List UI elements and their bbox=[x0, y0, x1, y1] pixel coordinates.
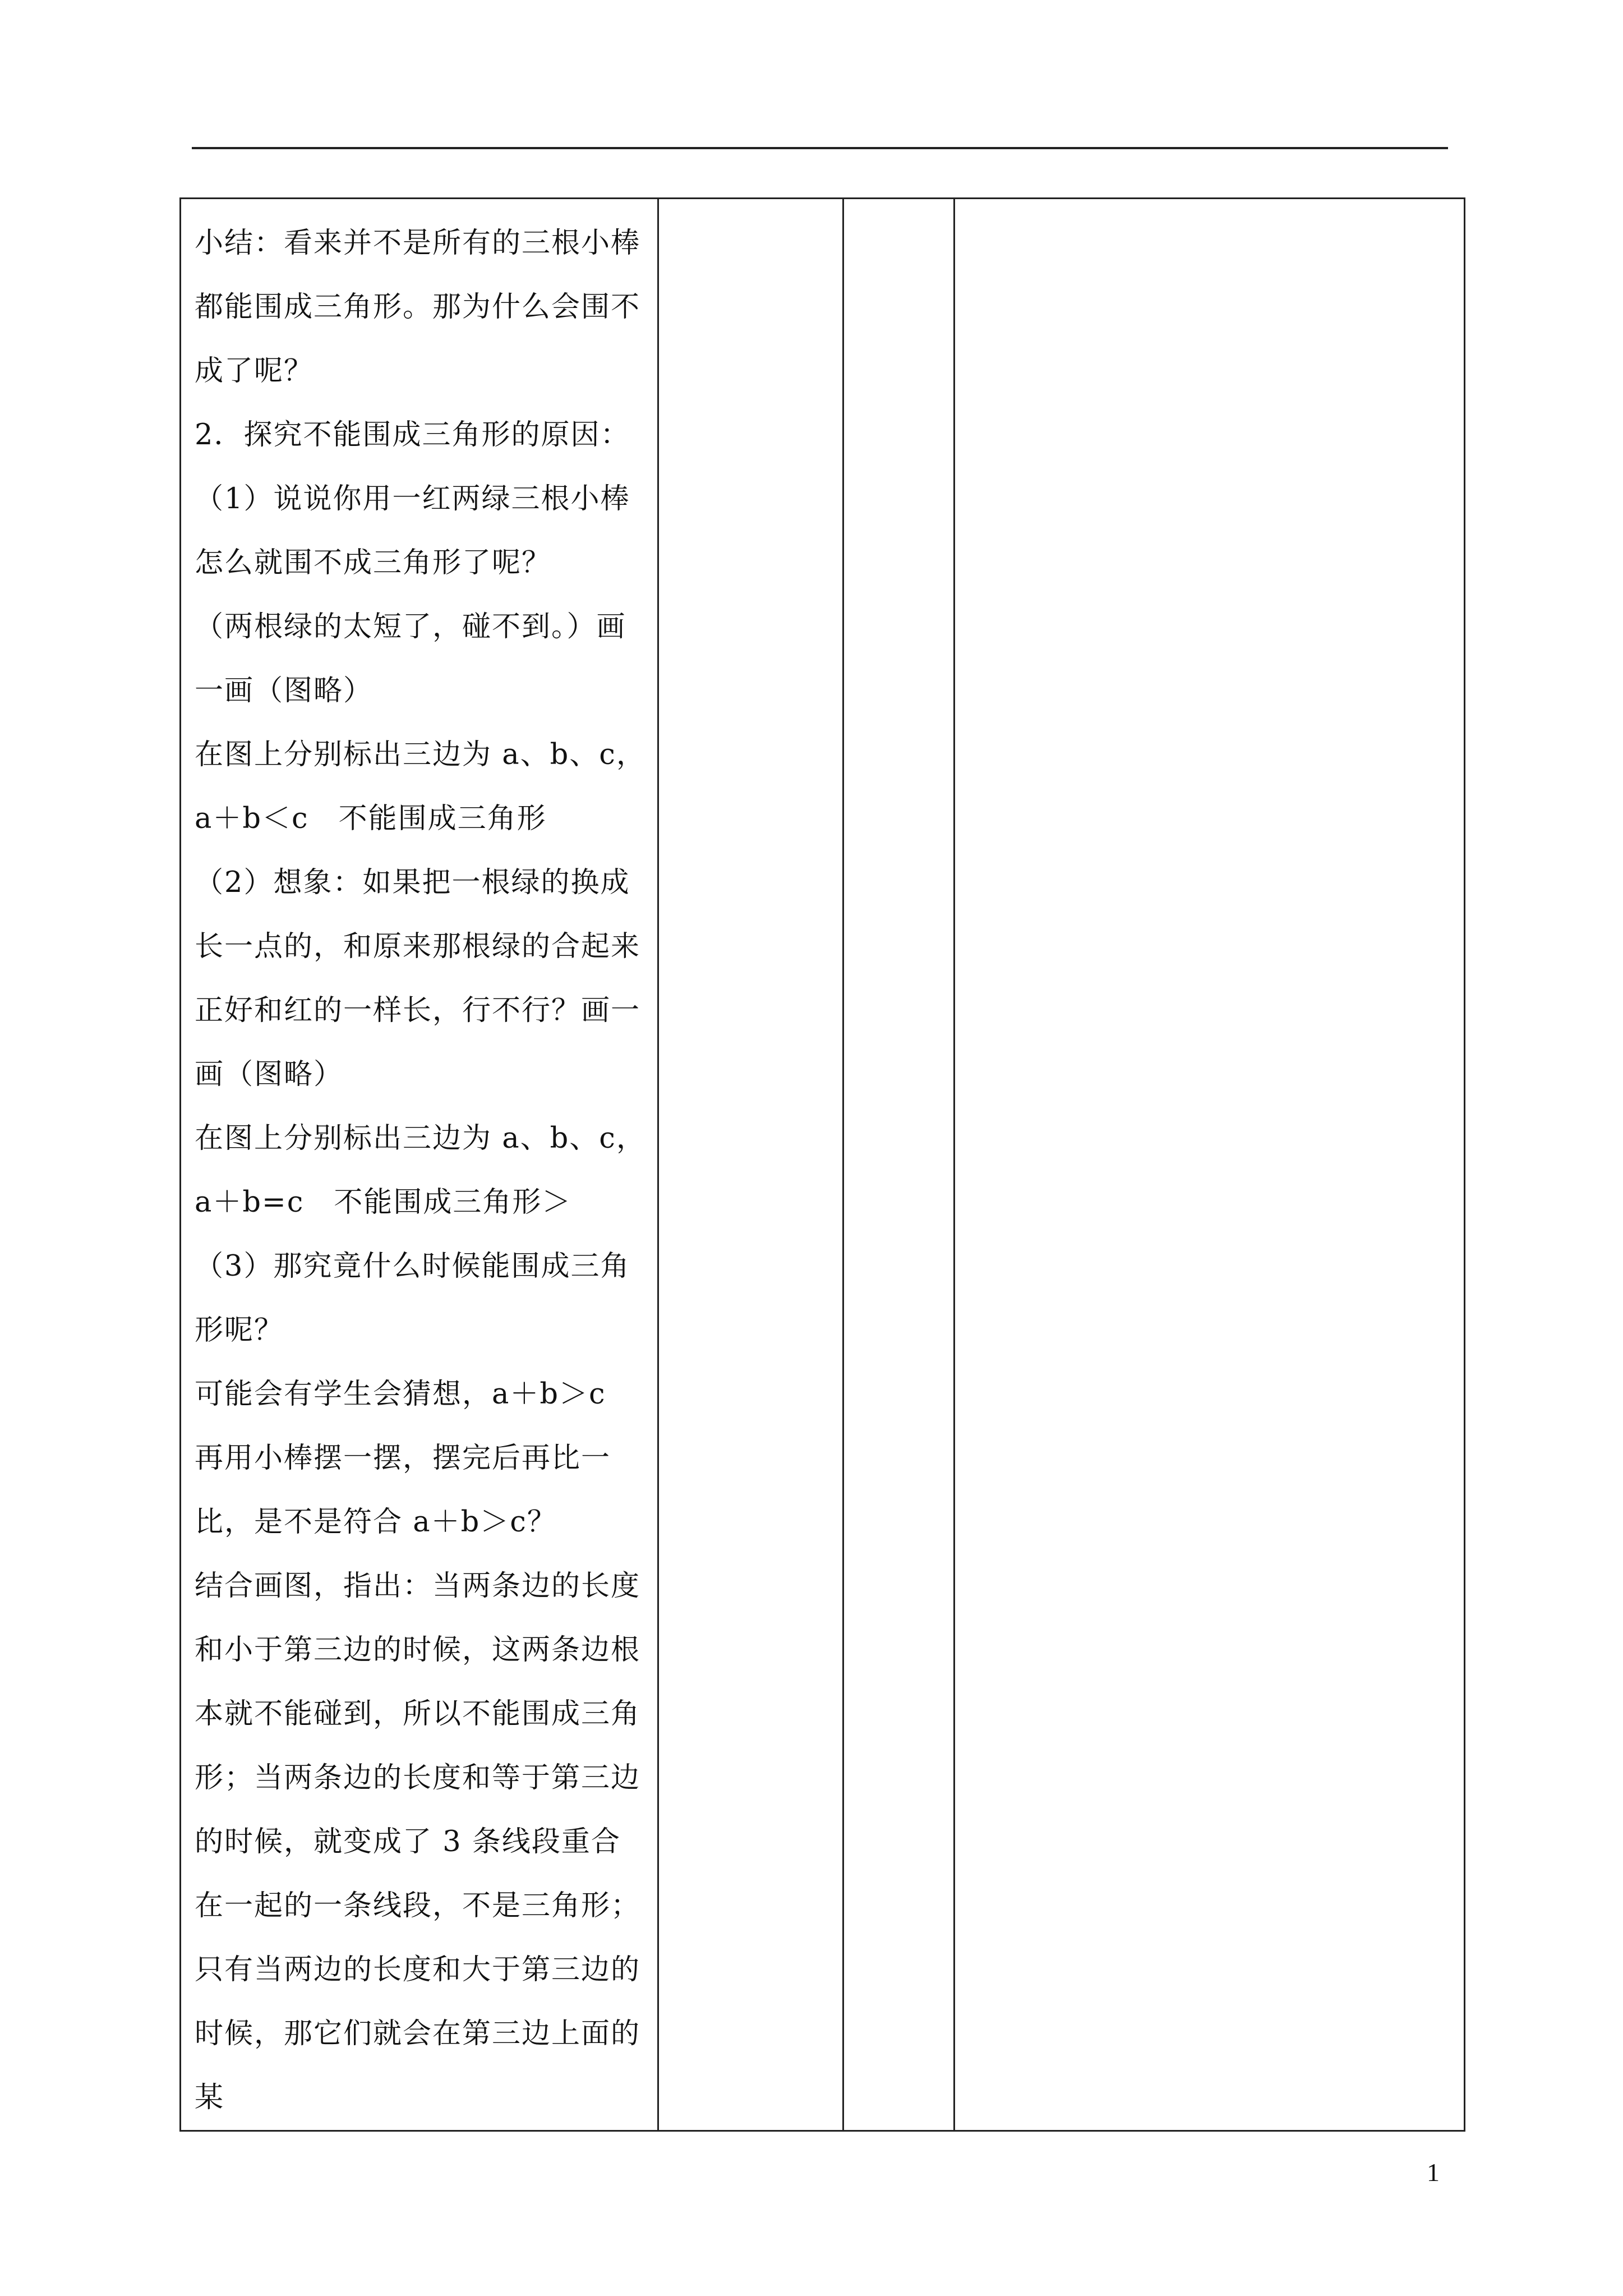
table-row bbox=[181, 199, 1465, 2131]
question-paragraph: （1）说说你用一红两绿三根小棒怎么就围不成三角形了呢？ bbox=[195, 482, 630, 579]
verify-paragraph: 再用小棒摆一摆，摆完后再比一比，是不是符合 a＋b＞c？ bbox=[195, 1442, 611, 1539]
page-number: 1 bbox=[1427, 2158, 1440, 2187]
answer-paragraph: （两根绿的太短了，碰不到。）画一画（图略） bbox=[195, 610, 626, 707]
lesson-plan-table bbox=[179, 197, 1465, 2132]
section-heading: 2．探究不能围成三角形的原因： bbox=[195, 418, 630, 452]
summary-paragraph: 小结：看来并不是所有的三根小棒都能围成三角形。那为什么会围不成了呢？ bbox=[195, 227, 641, 388]
guess-paragraph: 可能会有学生会猜想，a＋b＞c bbox=[195, 1378, 606, 1411]
label-sides-paragraph: 在图上分别标出三边为 a、b、c，a＋b＜c 不能围成三角形 bbox=[195, 738, 646, 835]
empty-cell bbox=[658, 199, 843, 2131]
empty-cell bbox=[843, 199, 955, 2131]
conclusion-paragraph: 结合画图，指出：当两条边的长度和小于第三边的时候，这两条边根本就不能碰到，所以不能围成三角形；当两条边的长度和等于第三边的时候，就变成了 3 条线段重合在一起的一条线段，不是三角形；只有当两边的长度和大于第三边的时候，那它们就会在第三边上面的某 bbox=[195, 1570, 641, 2114]
teaching-process-cell bbox=[181, 199, 658, 2131]
imagine-paragraph: （2）想象：如果把一根绿的换成长一点的，和原来那根绿的合起来正好和红的一样长，行不行？画一画（图略） bbox=[195, 866, 641, 1091]
label-sides-paragraph: 在图上分别标出三边为 a、b、c，a＋b=c 不能围成三角形＞ bbox=[195, 1122, 646, 1219]
header-rule bbox=[192, 147, 1448, 149]
empty-cell bbox=[955, 199, 1465, 2131]
question-paragraph: （3）那究竟什么时候能围成三角形呢？ bbox=[195, 1250, 630, 1347]
